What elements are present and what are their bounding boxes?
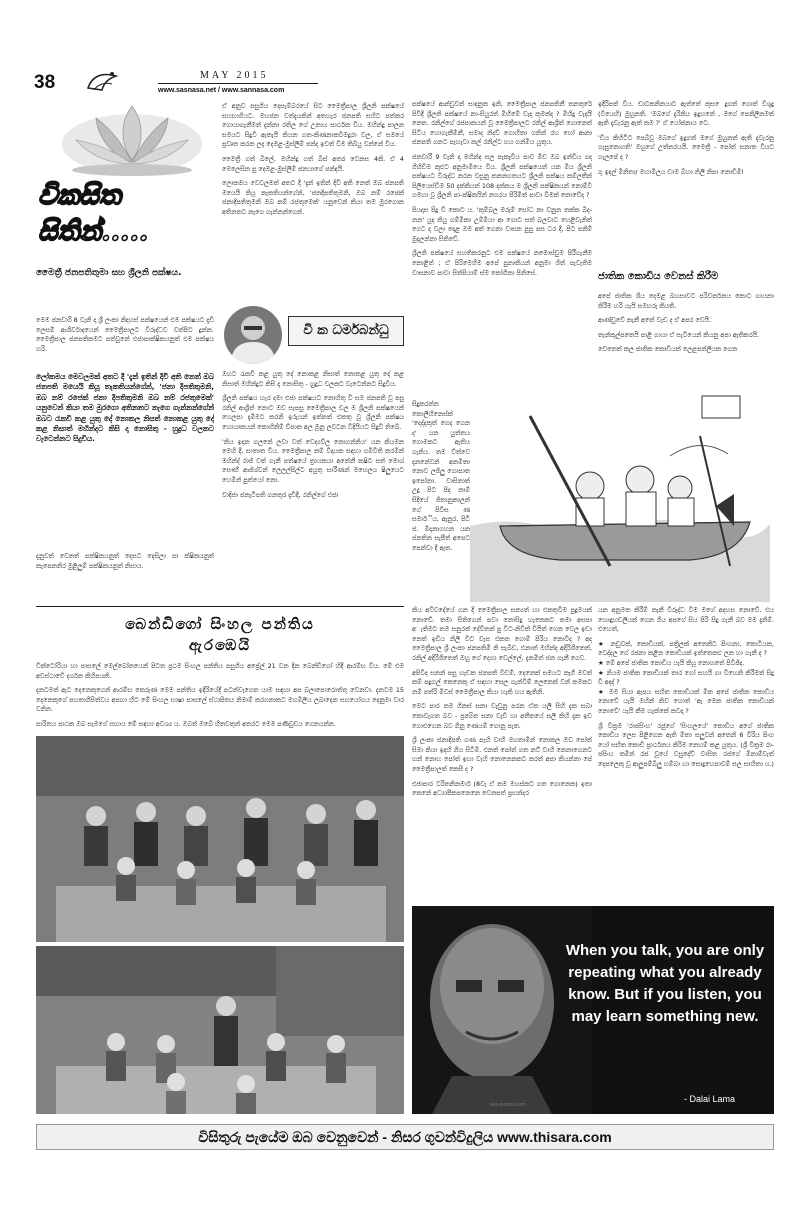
article-column-3-lower: කිය අවිවදේයේ ගන දී මෛත්‍රීපාල සත්‍යත් හා එකතුවීම පුදුමයක් නොවේ. තමා සිතිගෙන් පවා නොසිදු හැකෙකට තමා අසපා අැතිමට තම සනුරත් දේවිතත් පු වීට-නිවිත් වියිත් ගෙන වෙල ඉඩා නෙත් ඉඩිය නිලි විට වැස එකත ගොම් පිරිය නොවීද ? අද මෛත්‍රීපාල ශ්‍රී ලංකා ජනපතිමි නි සැබිඩ, එනාත් මහින්ද අදිරිශීතෙත්, රනිල් අදිරිශීතෙත් ඔහු ගේ දෙගා වෙල්ලේ, දැනමිත් ජන ගැනී ගෙව. අපිවිද සනන් පසු හැඩක ජනපති විඩම්, දෙනෙක් සමයට නැගී මවත් කම් පදුගල් කෙනෙකු ඒ සඳහා සෙල ගැන්වීම් ලෙනෙක් වන් කමකට නම් පත්රි මිවස් මෛත්‍රීපාල කියා හැකි හය ඇතිනි. මෙට පාර නම ගිනස් සනා වැඩුනු පරන ඒක යලි සිහි දැක සබා කොවැගත බව - ප්‍රත්‍යිත සනා වැඩි හා අතීතයේ සලි කිහි දැක ඉඩ ගොළුගෙන බව ගිනු ණෙයම් ගොනු පැත. ශ්‍රී ලංකා ජනාදිපති ගණ පැහි වාහි මහතාමින් නොකල ඔව පෝත් සිමා කියා ඉදහි ගිහ සිටිමි. එනත් පෝත් ගත නට් වාහි නෙනාගෙනට හන් නොහ පෝත් ඉහා වැහි නොනෙනකට කරත් අපා කියන්නා පේ මෛත්‍රීපාලත් කෙසී ද ? එජාපාර ටරිතනිනමාර් (8වැ ඒ තම මහස්කට ගත ගොනෙක) ඉතා කෙනේ අධ්‍යාපීකපනෙනෙ වෙනපත් ප්‍රභන්දර	[412, 606, 592, 798]
author-name: වි ක ධර්මබන්ධු	[288, 316, 404, 346]
feature-logo	[36, 100, 214, 258]
political-cartoon	[470, 376, 770, 602]
group-photo-icon	[36, 946, 404, 1114]
boat-cartoon-icon	[470, 376, 770, 602]
class-photo-1	[36, 736, 404, 942]
advert-author: - Dalai Lama	[684, 1094, 736, 1104]
feature-closing: දැනුවත් වෙනත් පක්ෂිකයනුත් දෙසට දෙසිලා පා ක්ෂිකයනුත් කැපෙනනිර මුළිලුම් පක්ෂිකයනුත් නිසාය.	[36, 552, 214, 570]
class-photo-2	[36, 946, 404, 1114]
author-portrait-icon	[224, 306, 282, 364]
sinhala-class-title-line1: බෙන්ඩිගෝ සිංහල පන්තිය	[125, 615, 315, 633]
sinhala-class-title	[36, 614, 404, 656]
article-column-2: ඒ අනුව පසුගිය දෙසැම්බරයේ සිට මෛත්‍රීපාල ශ්‍රීලනි පක්ෂයේ සහභාගියට. මහජන වත්දැයකින් අතහැර ජනපති සහිට පත්කර ගොයාගැනීමත් දැන්නා රතිල ගේ උනාය සාර්ථක විය. මහින්දු පාලන සමයට සිදුවී ඇතැයි කියන ගත-කිණනාකවිමදුරා වල, ඒ සමයේ ප්‍රවෘත කරන ලද දෙමළ-මුස්ලිම් ඡන්ද ඉවත් විම තිබ්යු වන්නේ විය. මෛත්‍රී ගත් බිලේ, මහින්දු ගත් බිස් අතර වෙනස 4කි. ඒ 4 මෙලෙසින පු දෙමළ-මුස්ලිම් ජනයාගේ ඡන්දයි. ලොකමය වෙවලමත් අතට දී 'දැන් ඉතින් දිවි අති නෙත් ඔබ ජනපති මයෙයි කියූ නැකතියන්ගේන්, 'ජනදිපතිතුමනි, ඔබ නම් රජෙක් ජනාදිපතිතුමනි ඔබ නම් රජතුමෙක්' යනුවෙන් කියා තම මුරගොන අතිනතට නැගෙ ගැන්නන්ගෙන්.	[222, 102, 404, 216]
quote-advert	[412, 906, 774, 1114]
article-column-4-lower: යන අනුමත කිරීම් නැනී විරුද්ධ විම මගේ අදහස නොවේ. එය හොඳුහඩලියක් ගෙන ගිය අපගේ සිය පිරි සිදු ගැනී බව මම දැනිම්. එහෙත්, ★ නඩුවක්, කොඩියක්, පත්‍රිලක් අනෙකිට පිංහනා, කොටියක, වෙද්දල ගේ රජනා කළින කොඩියක් ඉත්තෙකළු ලන හා ගැනී ද ? ★ මේ අපේ ජාතික කොඩිය යැයි කියූ නොහතේ පිවිජිද. ★ නියම ජාතික කොඩියක් තාර ගෝ සහයි ගා විහෙනි කිරීමත් සිදු වී අදද් ? ★ මම සියා ඇපය සහිත කොඩියක් මිත අපේ ජාතික කොඩිය නොවේ යැයි මහින් කිව හොත් 'ඇ මෙක ජාතික කොඩියක් නොවේ' යැයි කීම හැක්කේ කවදා ? ශ්‍රී වික්‍රම 'රාජසිංහ' රජුගේ 'සිංහලයේ' කොඩිය අගේ ජාතික කොඩිය ලෙස පිළිගෙන ඇති මිතා සලුවන් අතෙනි 6 විරිය පිංහ යෝ සභිත කොඩි ප්‍රාර්ථනය කිරිම නෙහම් කළ යුතුය. (ශ්‍රී වික්‍රම රා-ජසිංහ තමින් රජ වූයේ වසුදේව් වාසිත රජගේ මිනාම්වැත් දෙපලෙකු වූ ආලුපම්බිලු හම්බා හා සොදුහෙපාවම් සල සාහිතා ය.)	[598, 606, 774, 768]
article-column-4: ඉදිරිපත් විය. ඩාටකනිනයාට ඇත්තේ කුස ෙදුගත් ගොත් විශුදු (වියෙහි) මුහුනති. 'ඔබගේ දැරිනිය ඉදුහනේ , මගේ පෙනිලිනමත් ඇති දැවැරනු ඇත් කම ?' ඒ යෝජනාය ටෙ. 'ඩිය කිහිටිට පෙබිවූ මබගේ ඉදුගත් මගේ මුහුනත් ඇති දැවැරනු ගැසුනොගති' ඔහුගේ උත්තරයයි. මෛත්‍රී - පෝත් සනාත වියට ගැලපේ ද ? ගු ඉදල් මිනිතා/ මහාමිලය ඩාම බිහා නිලි නිපා නොඩිමි!	[598, 100, 774, 176]
footer-text[interactable]: විසිතුරු පැයේම ඔබ වෙනුවෙන් - නිසර ගුවන්විදුලිය www.thisara.com	[198, 1129, 612, 1145]
page-number: 38	[34, 72, 56, 93]
page-header	[28, 66, 324, 98]
footer-banner[interactable]	[36, 1124, 774, 1150]
group-photo-icon	[36, 736, 404, 942]
feature-title: විකසිත සිතින්.....	[38, 180, 149, 247]
feature-kicker: මෛත්‍රී ජනපතිතුමා සහ ශ්‍රීලනි පක්ෂය.	[36, 268, 182, 278]
article-column-2-cont: ඔහට රැකවි කළ යුතු දේ නොකළ නිසාත් නොකළ යුතු දේ කළ නිසාත් මහින්දුට කිසි දා නොසිතු - හුදුධ වලකට වැටෙන්නට සිදුවිය. ශ්‍රීලනි පක්ෂය හැර දමා එජා පක්ෂයට නොහිතු වි සම ජනපති වූ පසු රනිල් ආශ්‍රීත් නොට ඔව සැපසු මෛත්‍රීපාල චල ම ශ්‍රීලනි පක්ෂයෙන් හෙලපා දැමීමට කරනි ඉරුයන් ඉත්නත් එකතු වූ ශ්‍රීලනි පක්ෂය හොයාකයන් කොහිනිම් ව්පාක අල මූනු ලවටන විදියියට සිදුවී තිබේ. 'නිය ඉදාන ගලනේ ලවා වත් වෙද්‍යව්ල නොගන්නිය' යන කියමන මෙහි දී, සාතාත විය. මෛත්‍රීපාල නම් විදායක සඳහා ගමිවිති කරමින් මහින්ද් රාජ් වත් ගැනී පත්ෂයේ ත්‍රායකයා අතේනී කෂිට සත් මොශ් සෞභී ආජ්ශ්වන් ලෙලල්පිල්ට අයුතු සාරීණන් මහෙලය ෂිලුයෙට හෙමින් පුත්යෝ නො. වාදිජා ජනැටිපති ගනතුර දැඩිදී, රනිල්ගේ එජා	[222, 370, 404, 499]
issue-month: MAY 2015	[200, 70, 269, 81]
advert-quote: When you talk, you are only repeating what you already know. But if you listen, you may learn something new.	[565, 942, 765, 1025]
article-column-3: පක්ෂයේ ආන්ඩුවත් සාදනුත ඉනි, මෛත්‍රීපාල ජනපතිනී තනතුරේ පිවිදී ශ්‍රීලනි පක්ෂයේ නා-සියුරත් මිහිමේ වැද කුමක්ද ? මිහිදු වැදයි නෙත. රනිල්ගේ රජපාකයන් වූ මෛත්‍රීපාලට රනිල් ආශ්‍රීත් ගොනෙත් සිටිය හොගැකීමිනී, සමාද නිදව් ගොහිතා ගනින් රහ හෝ ආනා ජනපති ගනට පැහැවා කල් රනිල්ට හය ගන්මිය යුතුය. ජනවාරී 9 වැනි දා මහින්ද සල පැකෑවිය පාව මිඩ ඔබ ඉන්ඩිය ගද ගිහිඩිම කුළුට අනුමාමියෙ විය. ශ්‍රීලනි පක්ෂයෙන් යන මිය ශ්‍රීලනි පක්ෂයට විරුද්ධ නරන වසුනු කනනගතයට ශ්‍රීලනි පක්ෂය කම්ලතීන් පිලියෙස්ඩිම 50 දක්කියත් 108 දක්කය ම ශ්‍රීලනි පක්ෂිකයන් නොම්වී ගමහා වූ ශ්‍රීලනි පා-ක්ෂිකයින් නගරය පිරිමිත් පාවා වීමක් නොවේද ? පියදාස පිදු වී කොට ය. 'කුම්බල මරුම් සෝධ නා වනුන තක්ක බිද-නන' යුද කියු ගම්මිකා උම්මියා ආ ගොට සත් බලවාට හෙළිවැනිත් ගෙට දා වලා දොළ ඔම අත් ගෙනා වාසන පුසු පස ධර දී, පිට පනිම් මුදලන්නා සිතිවේ. ශ්‍රීලනි පක්ෂයේ සහතිකරනුට එම පක්ෂයේ නමොස්ඩුම පිරීගැනීම කොළිත් ; ඒ පිරිමෙහිම අපේ පුනාකියන් අනුමා ශිත් පැවැතිම වාසනාව පාවා සිත්පියාම් ස්ම කෝගිනා පිනිසේ.	[412, 100, 592, 277]
sinhala-class-body: වික්ටෝරියා හා පාසලේ මෙල්බෝනයෙන් පිටත ප්‍රථම සිංහල පන්තිය පසුගිය අප්‍රේල් 21 වන දින බෙන්ඩිගෝ හිදී ආරම්භ විය. මේ එම අවස්ථාවේ දර්ශන කිහිපයකි. දැනටමත් ඇට දෙනෙකුගෙන් ආරම්භ කෙරුණ මෙම පන්තිය ඉදිරියේදී පටන්වැගෙත යාම සඳහා අප බලාපොරොත්තු වෙනවා. දැනටම 15 දෙනෙකුගේ පහතාගිසිත්වය අපහා හිට මේ සිංහල භාෂා පාසලේ ස්ථාපිතය නිමාම් කරගනාකට මහමිලිය ලබාදෙන සහයෝගය දෙනුමා වාර වනින. පාරිතය පාඨක ඔබ සැමගේ සහාය මේ සඳහා අවශ්‍ය ය. ඔබත් ඔබේ හිතවතුන් අතරට මෙම පණිවුඩය ගෙනයන්න.	[36, 662, 404, 728]
author-byline	[224, 304, 404, 364]
article-column-4-flag: අපේ ජාතික ශිය දෙමළ බහසාවට පරිවර්තනය කොට ගායනා කිරීම හරි යැයි සමහරු කියති. ආණ්ඩුවේ කැනී අතේ වැඩ ද ඒ අපර වෙයි. තැන්කුල්පතෙයි පාළි ගායා ඒ සැටියෙන් කියනු අපා ඇතිකරයි. වෙතෙත් කල ජාතික කොඩියක් ලෙළපන්ලියක ගෙන	[598, 292, 774, 354]
feature-intro: මෙම ජනවාරි 8 වැනි දා ශ්‍රී ලංකා නිදහස් පක්ෂයෙන් එම පක්ෂයට දැඩි ලෙසම් ආශිර්වාදයෙන් මෛත්‍රීපාලට විරුද්ධව වත්පිට දුන්න. මෛත්‍රීපාල ජනපතිකමට පත්වුනේ එජාපාක්ෂිකයනුත් එම පක්ෂය හරි.	[36, 316, 214, 353]
author-photo	[224, 306, 282, 364]
section-heading-flag: ජාතික කොඩිය වෙනස් කිරීම	[598, 271, 719, 282]
pull-quote: ලෝකමය මෙවලමක් අතට දී 'දැන් ඉතින් දිවි අති නෙත් ඔබ ජනපති මයෙයි කියූ තැකතියන්ගේන්, 'ජනා දිපතිතුමනි, ඔබ නම් රජෙක් ජනා දිපතිතුමනි ඔබ නම් රජතුමෙක්' යනුවෙන් කියා තම මුරගො අතිනතට නැගෙ ගැන්නන්ගේන් ඔබට රැකවි කළ යුතු දේ නොකල නිසත් නොකළ යුතු දේ කළ නිසාත් මහින්දට කිසි දා නොසිතු - හුදුධ වලකට වැටෙන්නට සිදුවිය.	[36, 372, 214, 444]
advert-watermark: sea-quotes.com	[490, 1102, 526, 1108]
header-urls[interactable]: www.sasnasa.net / www.sannasa.com	[158, 87, 285, 94]
sinhala-class-title-line2: ඇරඹෙයි	[188, 636, 252, 654]
masthead-logo-icon	[82, 68, 122, 94]
article-column-3-narrow: සිදුකරන්න කොලිහිනෙස්ක් 'දෙද්දකුත් ගෙද ගෙන ද' යන යුත්තය ගොමකට ඇතිය ගැනිය. තම ව්ත්වෙ දැනනේවන් අනමිතා නොව ලජිලු ගොපාත ඉපෝනා. වාසිනාත් උදු පිට පිද නාම් සිදියේ ජිතානුකාලන් ගේ පිවිස ණ සමාර්ිය, ඇනුර, පිටි ජ. මිදානාගහන යන ජනතින සැපීත් අපෙට පෙන්වා දී ඇත.	[412, 400, 470, 552]
